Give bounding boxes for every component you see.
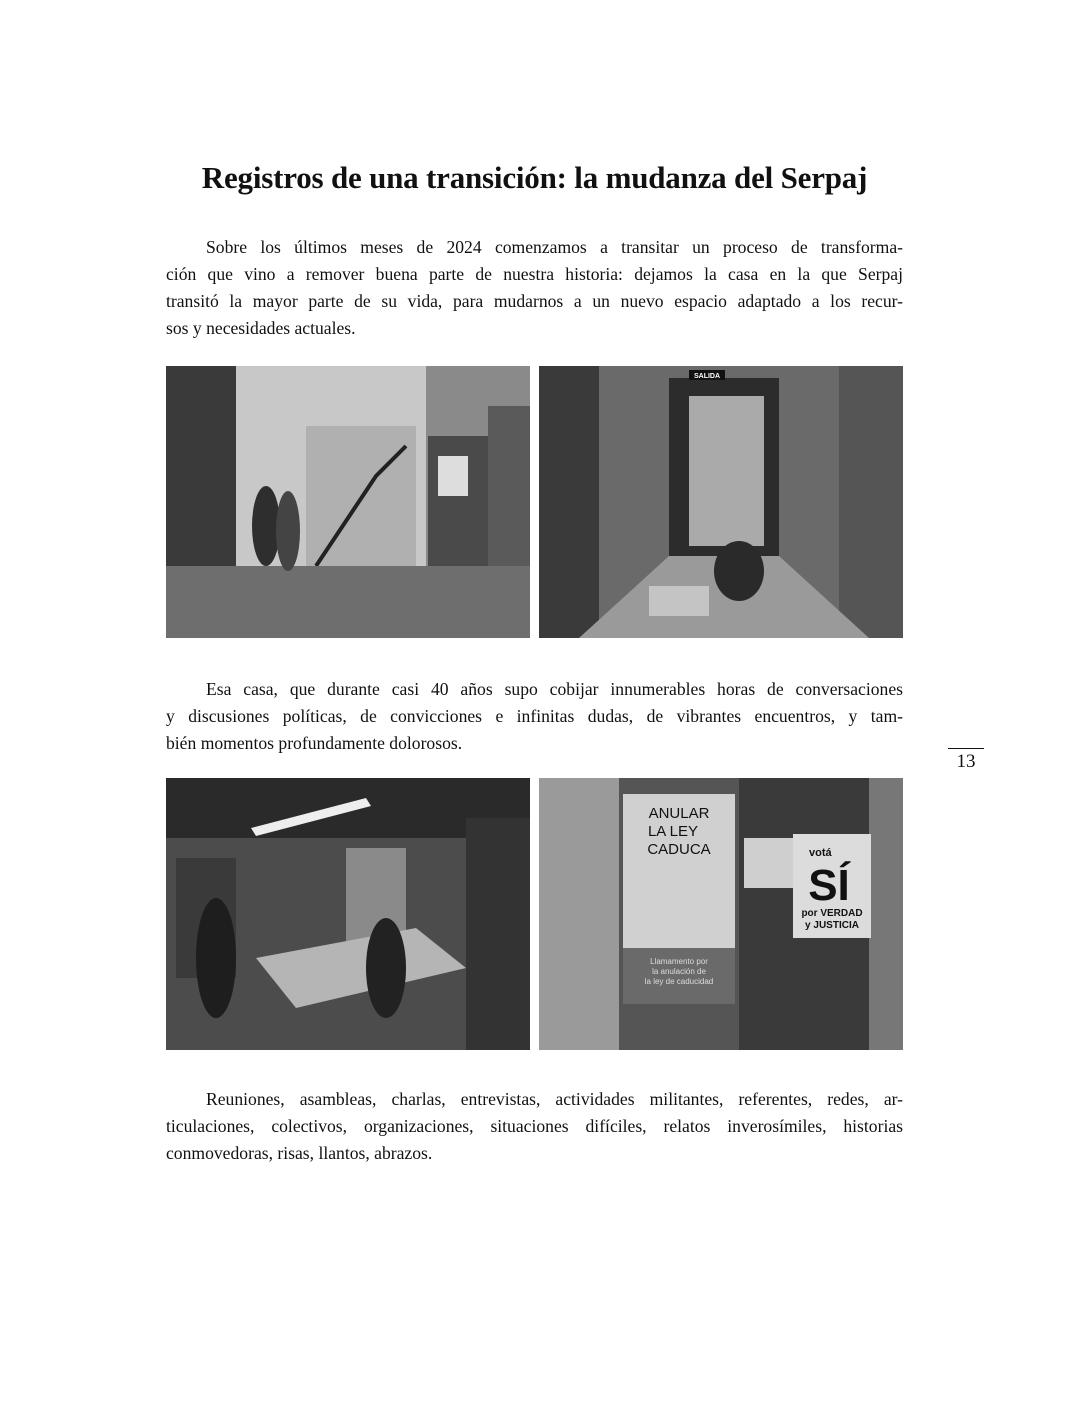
photo-hallway: [539, 366, 903, 638]
poster-text: ANULAR: [648, 805, 710, 822]
page-title: Registros de una transición: la mudanza del Serpaj: [201, 160, 868, 195]
poster-text: por VERDAD: [801, 908, 863, 919]
paragraph-memories: [166, 1086, 903, 1167]
poster-caption: la ley de caducidad: [644, 977, 714, 986]
text-line: y discusiones políticas, de convicciones e infinitas dudas, de vibrantes encuentros, y tam-: [166, 706, 903, 726]
text-line: transitó la mayor parte de su vida, para mudarnos a un nuevo espacio adaptado a los recur-: [166, 291, 903, 311]
poster-text: y JUSTICIA: [805, 920, 859, 931]
poster-caption: Llamamento por: [650, 957, 708, 966]
poster-text: SÍ: [808, 861, 850, 910]
page-number: 13: [948, 748, 984, 773]
text-line: Esa casa, que durante casi 40 años supo cobijar innumerables horas de conversaciones: [206, 679, 903, 699]
text-line: Reuniones, asambleas, charlas, entrevistas, actividades militantes, referentes, redes, ar-: [206, 1089, 903, 1109]
photo-meeting-room: [166, 778, 530, 1050]
text-line: ción que vino a remover buena parte de nuestra historia: dejamos la casa en la que Serpaj: [166, 264, 903, 284]
text-line: conmovedoras, risas, llantos, abrazos.: [166, 1143, 433, 1163]
poster-text: votá: [809, 847, 832, 859]
photo-posters-door: [539, 778, 903, 1050]
exit-sign-text: SALIDA: [693, 373, 721, 380]
text-line: Sobre los últimos meses de 2024 comenzamos a transitar un proceso de transforma-: [206, 237, 903, 257]
text-line: ticulaciones, colectivos, organizaciones, situaciones difíciles, relatos inverosímiles, historias: [166, 1116, 903, 1136]
text-line: sos y necesidades actuales.: [166, 318, 356, 338]
poster-text: CADUCA: [647, 841, 711, 858]
paragraph-house: [166, 676, 903, 757]
paragraph-intro: [166, 234, 903, 342]
poster-text: LA LEY: [647, 823, 699, 840]
photo-staircase-room: [166, 366, 530, 638]
text-line: bién momentos profundamente dolorosos.: [166, 733, 463, 753]
poster-caption: la anulación de: [652, 967, 706, 976]
